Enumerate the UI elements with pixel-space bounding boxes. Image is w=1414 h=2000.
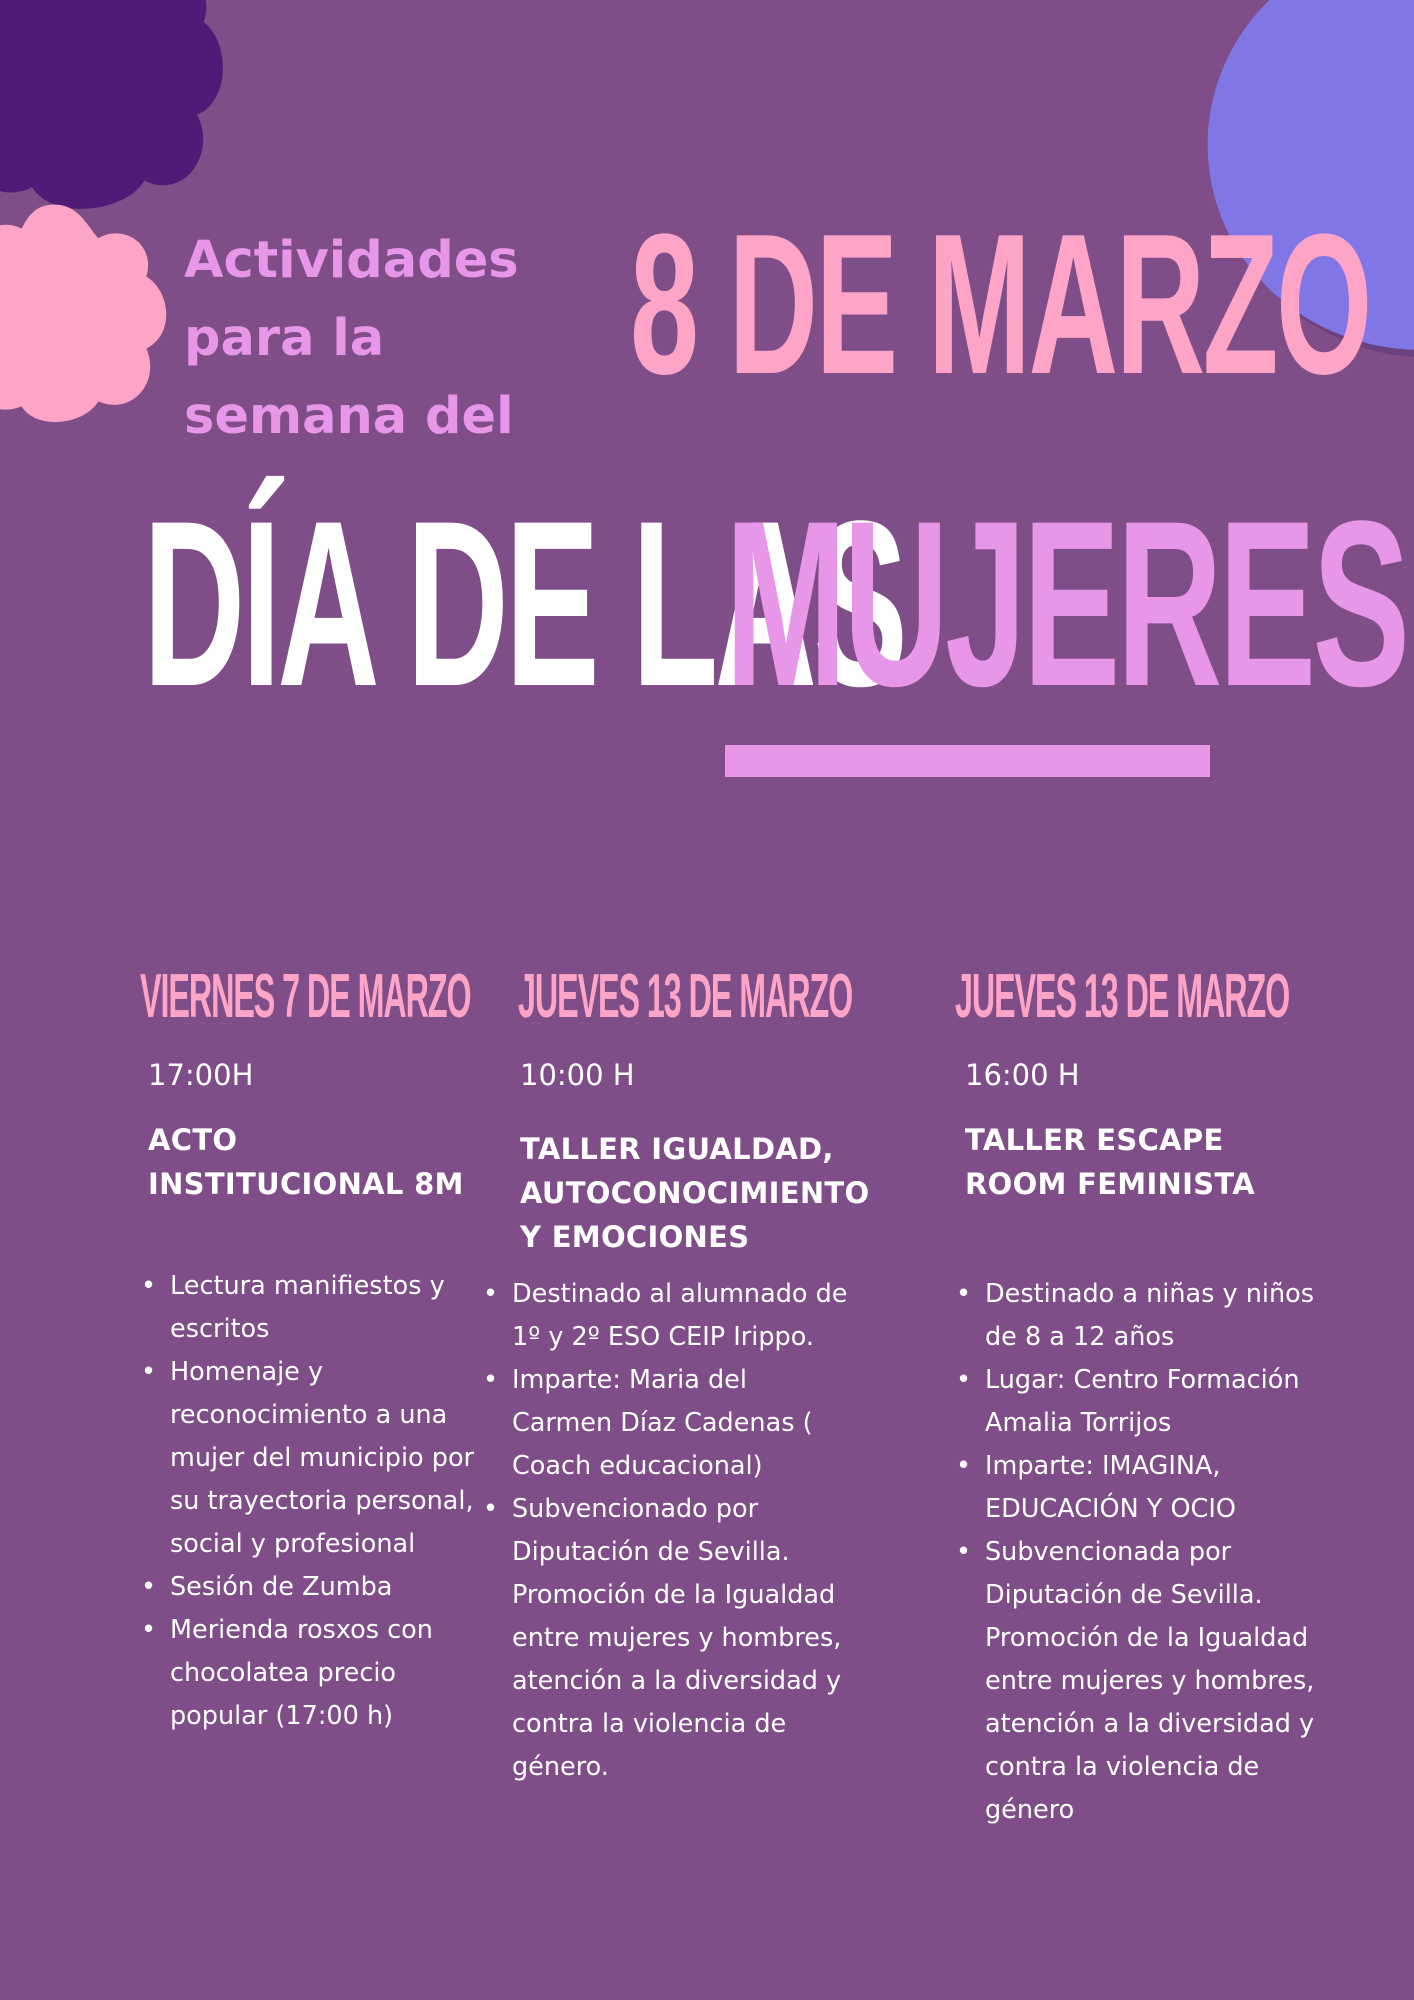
bullet-item: • Homenaje y reconocimiento a una mujer del municipio por su trayectoria personal, social y profesional	[170, 1351, 490, 1566]
subtitle-line: semana del	[184, 387, 514, 446]
bullet-item: • Lugar: Centro Formación Amalia Torrijos	[985, 1359, 1325, 1445]
bullet-item: • Sesión de Zumba	[170, 1566, 490, 1609]
bullet-item: • Merienda rosxos con chocolatea precio popular (17:00 h)	[170, 1609, 490, 1738]
subtitle	[184, 222, 624, 456]
event-title-line: TALLER ESCAPE	[965, 1123, 1224, 1157]
bullet-item: • Destinado a niñas y niños de 8 a 12 años	[985, 1273, 1325, 1359]
subtitle-line: Actividades	[184, 231, 519, 290]
event-column-2	[478, 960, 918, 1782]
pink-flower-decoration	[0, 190, 180, 440]
event-column-3	[955, 960, 1355, 1825]
event-title-line: TALLER IGUALDAD,	[520, 1132, 834, 1166]
event-title-line: ROOM FEMINISTA	[965, 1167, 1255, 1201]
event-title-line: INSTITUCIONAL 8M	[148, 1167, 464, 1201]
event-title-line: AUTOCONOCIMIENTO	[520, 1176, 870, 1210]
main-title-part2: MUJERES	[725, 472, 1407, 736]
event-date: JUEVES 13 DE MARZO	[518, 962, 853, 1031]
main-title-part1: DÍA DE LAS	[143, 472, 905, 736]
event-date: VIERNES 7 DE MARZO	[140, 962, 471, 1031]
event-title-line: Y EMOCIONES	[520, 1220, 750, 1254]
event-column-1	[140, 960, 480, 1731]
date-title: 8 DE MARZO	[630, 193, 1370, 416]
event-bullets	[955, 1273, 1325, 1832]
bullet-item: • Destinado al alumnado de 1º y 2º ESO CEIP Irippo.	[512, 1273, 852, 1359]
event-title-line: ACTO	[148, 1123, 238, 1157]
event-bullets	[482, 1273, 852, 1789]
event-time: 17:00H	[148, 1058, 254, 1092]
event-title	[148, 1118, 464, 1206]
event-time: 16:00 H	[965, 1058, 1080, 1092]
bullet-item: • Lectura manifiestos y escritos	[170, 1265, 490, 1351]
subtitle-line: para la	[184, 309, 385, 368]
event-bullets	[140, 1265, 490, 1738]
event-title	[965, 1118, 1255, 1206]
bullet-item: • Subvencionado por Diputación de Sevilla. Promoción de la Igualdad entre mujeres y hombres, atención a la diversidad y contra la violencia de género.	[512, 1488, 852, 1789]
event-time: 10:00 H	[520, 1058, 635, 1092]
event-title	[520, 1127, 869, 1259]
title-underline	[725, 745, 1210, 777]
bullet-item: • Subvencionada por Diputación de Sevilla. Promoción de la Igualdad entre mujeres y hombres, atención a la diversidad y contra la violencia de género	[985, 1531, 1325, 1832]
event-date: JUEVES 13 DE MARZO	[955, 962, 1290, 1031]
bullet-item: • Imparte: IMAGINA, EDUCACIÓN Y OCIO	[985, 1445, 1325, 1531]
bullet-item: • Imparte: Maria del Carmen Díaz Cadenas ( Coach educacional)	[512, 1359, 852, 1488]
